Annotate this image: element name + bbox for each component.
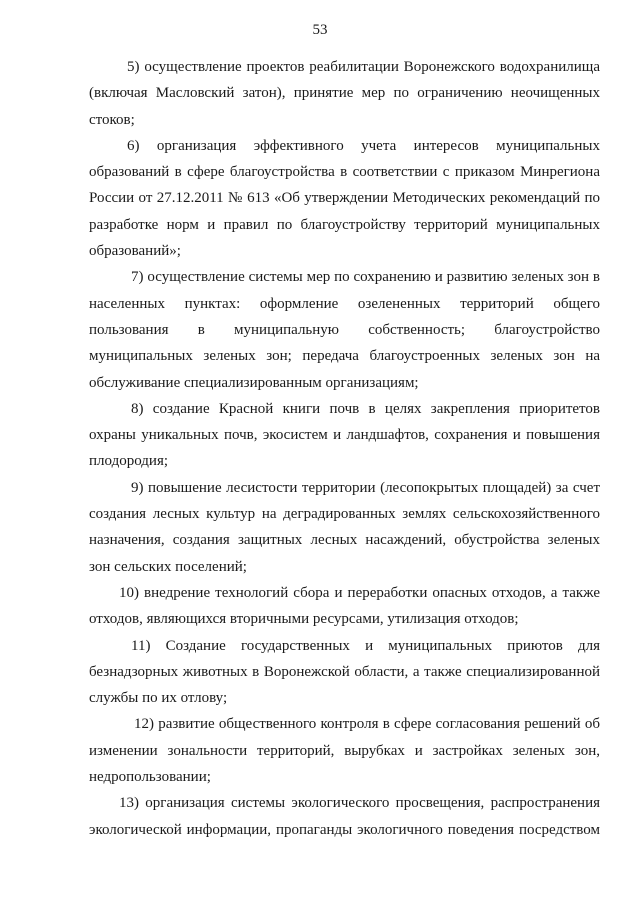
text-line: 11) Создание государственных и муниципальных приютов для [131,637,600,654]
text-line: 13) организация системы экологического просвещения, распространения [119,795,600,812]
text-line: зон сельских поселений; [89,558,247,575]
text-line: 10) внедрение технологий сбора и переработки опасных отходов, а также [119,584,600,601]
text-line: службы по их отлову; [89,690,228,707]
text-line: пользования в муниципальную собственность; благоустройство [89,321,600,338]
text-line: отходов, являющихся вторичными ресурсами, утилизация отходов; [89,611,519,628]
text-line: 12) развитие общественного контроля в сфере согласования решений об [134,716,600,733]
text-line: создания лесных культур на деградированных землях сельскохозяйственного [89,506,600,523]
text-line: недропользовании; [89,769,211,786]
text-line: охраны уникальных почв, экосистем и ландшафтов, сохранения и повышения [89,427,600,444]
text-line: муниципальных зеленых зон; передача благоустроенных зеленых зон на [89,348,600,365]
text-line: образований»; [89,243,181,260]
text-line: разработке норм и правил по благоустройству территорий муниципальных [89,216,600,233]
text-line: назначения, создания защитных лесных насаждений, обустройства зеленых [89,532,600,549]
text-line: 9) повышение лесистости территории (лесопокрытых площадей) за счет [131,479,600,496]
text-line: 5) осуществление проектов реабилитации Воронежского водохранилища [127,59,600,75]
text-line: 6) организация эффективного учета интересов муниципальных [127,137,600,154]
text-line: образований в сфере благоустройства в соответствии с приказом Минрегиона [89,164,600,181]
page-number: 53 [312,22,328,38]
text-line: (включая Масловский затон), принятие мер по ограничению неочищенных [89,85,600,102]
text-line: изменении зональности территорий, вырубках и застройках зеленых зон, [89,742,600,759]
text-line: обслуживание специализированным организациям; [89,374,419,391]
text-line: безнадзорных животных в Воронежской области, а также специализированной [89,663,600,680]
text-line: России от 27.12.2011 № 613 «Об утверждении Методических рекомендаций по [89,190,600,207]
text-line: 8) создание Красной книги почв в целях закрепления приоритетов [131,400,600,417]
text-line: населенных пунктах: оформление озелененных территорий общего [89,295,600,312]
text-line: экологической информации, пропаганды экологичного поведения посредством [89,821,600,838]
document-body [89,54,600,843]
text-line: стоков; [89,111,135,128]
text-line: 7) осуществление системы мер по сохранению и развитию зеленых зон в [131,269,600,286]
text-line: плодородия; [89,453,169,470]
